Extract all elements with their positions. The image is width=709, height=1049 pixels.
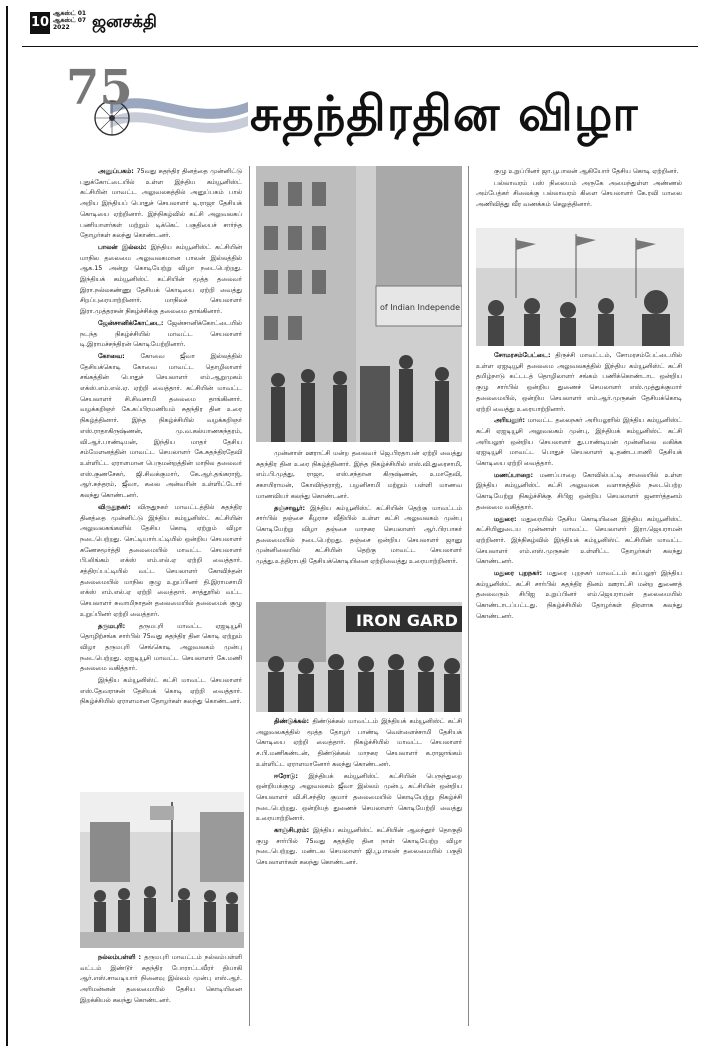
- article-dateline: ஈரோடு:: [274, 771, 309, 780]
- article-dateline: தருமபுரி:: [98, 621, 139, 630]
- article-dateline: சோமரசம்பேட்டை:: [494, 351, 556, 359]
- article-column-middle: [256, 448, 462, 596]
- headline: சுதந்திரதின விழா: [250, 86, 639, 142]
- photo-statue-tribute: [476, 228, 684, 346]
- article-text: மதுரை புறநகர் மாவட்டம் கப்பலூர் இந்திய கம்யூனிஸ்ட் கட்சி சார்பில் சுதந்திர தினம் ஊராட்சி மன்ற துணைத் தலைவரும் சிபிஐ உறுப்பினர் எம்.ஜெயராமன் தலைமையில் கொண்டாடப்பட்டது. நிகழ்ச்சியில் தோழர்கள் திரளாக கலந்து கொண்டனர்.: [476, 569, 682, 620]
- article-text: கோவை ஜீவா இல்லத்தில் தேசியக்கொடி கோவை மாவட்ட தொழிலாளர் சங்கத்தின் பொதுச் செயலாளர் எம்.ஆறுமுகம் எக்ஸ்.எம்.எல்.ஏ. ஏற்றி வைத்தார். கட்சியின் மாவட்ட செயலாளர் சி.சிவசாமி தலைமை தாங்கினார். வழக்கறிஞர் கே.சுப்பிரமணியம் சுதந்திர தின உரை நிகழ்த்தினார். இந்த நிகழ்ச்சியில் வழக்கறிஞர் எஸ்.ராதாகிருஷ்ணன், மு.வ.கல்யாணசுந்தரம், வி.ஆர்.பாண்டியன், இந்திய மாதர் தேசிய சம்மேளனத்தின் மாவட்ட செயலாளர் கே.சுதந்திரதேவி உள்ளிட்ட ஏராளமான பெருமன்றத்தின் மாநில தலைவர் எஸ்.குணசேகர், ஜி.சிவக்குமார், கே.ஆர்.தங்கராஜ், ஆர்.சுந்தரம், ஜீவா, கலை அன்வரின் உள்ளிட்டோர் கலந்து கொண்டனர்.: [80, 351, 242, 500]
- article-text: 75வது சுதந்திர தினத்தை முன்னிட்டு புதுக்கோட்டையில் உள்ள இந்திய கம்யூனிஸ்ட் கட்சியின் மாவட்ட அலுவலகத்தில் அனுப்பகம் பால் அறிய இந்தியப் பொதுச் செயலாளர் டி.ராஜா தேசியக் கொடியை ஏற்றினார். இந்நிகழ்வில் கட்சி அலுவலகப் பணியாளர்கள் மற்றும் டிக்கெட் பகுதியைச் சார்ந்த தோழர்கள் கலந்து கொண்டனர்.: [80, 167, 242, 240]
- article-text: மாவட்ட தலைநகர் அரியலூரில் இந்திய கம்யூனிஸ்ட் கட்சி ஏஐடியூசி அலுவலகம் முன்பு, இந்தியக் கம்யூனிஸ்ட் கட்சி அரியலூர் ஒன்றிய செயலாளர் து.பாண்டியன் முன்னிலை வகிக்க ஏஐடியூசி மாவட்ட பொதுச் செயலாளர் டி.தண்டபாணி தேசியக் கொடியை ஏற்றி வைத்தார்.: [476, 416, 682, 468]
- issue-date-end: ஆகஸ்ட் 07: [53, 17, 87, 24]
- banner-number: 75: [66, 60, 133, 116]
- article-text: குழு உறுப்பினர் ஜா.பூபாலன் ஆகியோர் தேசிய கொடி ஏற்றினர்.: [494, 167, 679, 175]
- article-paragraph: [80, 621, 242, 675]
- article-text: மதுரையில் தேசிய கொடியினை இந்திய கம்யூனிஸ்ட் கட்சியினுடைய முன்னாள் மாவட்ட செயலாளர் இரா.ஜெயராமன் ஏற்றினார். இந்நிகழ்வில் இந்தியக் கம்யூனிஸ்ட் கட்சியின் மாவட்ட செயலாளர் எம்.எஸ்.முருகன் உள்ளிட்ட தோழர்கள் கலந்து கொண்டனர்.: [476, 514, 682, 566]
- article-text: தருமபுரி மாவட்டம் நல்லம்பள்ளி வட்டம் இண்டூர் சுதந்திர போராட்டவீரர் தியாகி ஆர்.எஸ்.சாவடியார் நினைவு இல்லம் முன்பு எஸ்.ஆர். அரிமன்னன் தலைமையில் தேசிய கொடியினை இறக்கியல் கலந்து கொண்டனர்.: [80, 953, 242, 1004]
- page-left-rule: [6, 6, 8, 1046]
- article-paragraph: [476, 470, 682, 513]
- article-text: இந்தியக் கம்யூனிஸ்ட் கட்சியின் பெருந்துறை ஒன்றியக்குழு அலுவலகம் ஜீவா இல்லம் முன்பு, கட்சியின் ஒன்றிய செயலாளர் வி.சி.சந்திர குமார் தலைமையில் கொடியேற்று நிகழ்ச்சி நடைபெற்றது. ஒன்றியத் துணைச் செயலாளர் கொடியேற்றி வைத்து உரையாற்றினார்.: [256, 771, 462, 823]
- article-dateline: பாலன் இல்லம்:: [98, 242, 151, 251]
- article-paragraph: [476, 568, 682, 622]
- issue-date-start: ஆகஸ்ட் 01: [53, 10, 87, 17]
- article-paragraph: [256, 716, 462, 770]
- article-text: இந்திய கம்யூனிஸ்ட் கட்சியின் மாநில தலைமை அலுவலகமான பாலன் இல்லத்தில் ஆக.15 அன்று கொடியேற்று விழா நடைபெற்றது. இந்தியக் கம்யூனிஸ்ட் கட்சியின் மூத்த தலைவர் இரா.நல்லகண்ணு தேசியக் கொடியை ஏற்றி வைத்து சிறப்புரையாற்றினார். மாநிலச் செயலாளர் இரா.முத்தரசன் நிகழ்ச்சிக்கு தலைமை தாங்கினார்.: [80, 242, 242, 316]
- article-paragraph: [80, 166, 242, 241]
- column-divider: [468, 166, 469, 1026]
- article-text: ஜேன்சானிக்கோட்டையில் நடந்த நிகழ்ச்சியில் மாவட்ட செயலாளர் டி.இராமச்சந்திரன் கொடியேற்றினார்.: [80, 318, 242, 349]
- article-paragraph: [256, 771, 462, 825]
- article-text: விருதுநகர் மாவட்டத்தில் சுதந்திர தினத்தை முன்னிட்டு இந்திய கம்யூனிஸ்ட் கட்சியின் அலுவலகங்களில் தேசிய கொடி ஏற்றும் விழா நடைபெற்றது. செட்டியார்பட்டியில் ஒன்றிய செயலாளர் கணேசமூர்த்தி தலைமையில் மாவட்ட செயலாளர் பி.லிங்கம் எக்ஸ் எம்.எல்.ஏ ஏற்றி வைத்தார். சத்திரப்பட்டியில் வட்ட செயலாளர் கோவிந்தன் தலைமையில் மாநில குழு உறுப்பினர் தி.இராமசாமி எக்ஸ் எம்.எல்.ஏ ஏற்றி வைத்தார். சாத்தூரில் வட்ட செயலாளர் சுவாமிநாதன் தலைமையில் தலைமைக் குழு உறுப்பினர் ஏற்றி வைத்தார்.: [80, 502, 242, 618]
- article-paragraph: [80, 242, 242, 317]
- article-dateline: மணப்பாறை:: [494, 470, 540, 479]
- article-paragraph: [256, 448, 462, 502]
- article-paragraph: [476, 166, 682, 177]
- article-dateline: கோவை:: [98, 351, 141, 360]
- independence-banner: [66, 60, 250, 156]
- photo-building-ceremony: [256, 166, 462, 442]
- issue-year: 2022: [53, 24, 70, 31]
- article-dateline: ஜேன்சானிக்கோட்டை:: [98, 318, 168, 327]
- article-text: முன்னாள் ஊராட்சி மன்ற தலைவர் ஜெ.பிரதாபன் ஏற்றி வைத்து சுதந்திர தின உரை நிகழ்த்தினார். இந்த நிகழ்ச்சியில் எஸ்.வி.துரைசாமி, எம்.பி.முத்து, ராஜா, எஸ்.சந்தான கிருஷ்ணன், உமாதேவி, சகாயிராமன், கோவிந்தராஜ், பழனிசாமி மற்றும் பள்ளி மாணவ மாணவியர் கலந்து கொண்டனர்.: [256, 449, 462, 500]
- building-banner-text: of Indian Independe: [380, 303, 460, 312]
- page-header: [22, 6, 698, 46]
- article-dateline: அரியலூர்:: [494, 416, 528, 425]
- article-paragraph: [80, 952, 242, 1006]
- header-rule: [22, 46, 698, 47]
- article-dateline: காஞ்சிபுரம்:: [274, 826, 313, 835]
- page-number: 10: [30, 12, 50, 34]
- photo-shop-front-group: [256, 602, 462, 712]
- article-text: மணப்பாறை கோவில்பட்டி சாலையில் உள்ள இந்திய கம்யூனிஸ்ட் கட்சி அலுவலக வளாகத்தில் நடைபெற்ற கொடியேற்று நிகழ்ச்சிக்கு சிபிஐ ஒன்றிய செயலாளர் ஜனார்த்தனம் தலைமை வகித்தார்.: [476, 470, 682, 511]
- article-paragraph: [476, 514, 682, 568]
- issue-date: [53, 10, 89, 31]
- shop-sign-text: IRON GARD: [356, 611, 458, 630]
- article-dateline: திண்டுக்கல்:: [274, 717, 313, 725]
- article-dateline: அனுப்பகம்:: [98, 167, 137, 175]
- article-text: இந்திய கம்யூனிஸ்ட் கட்சியின் தெற்கு மாவட்டம் சார்பில் தஞ்சை கீழராச வீதியில் உள்ள கட்சி அலுவலகம் முன்பு கொடியேற்று விழா தஞ்சை மாநகர செயலாளர் ஆர்.பிரபாகர் தலைமையில் நடைபெற்றது. தஞ்சை ஒன்றிய செயலாளர் ஜானு முன்னிலையில் கட்சியின் தெற்கு மாவட்ட செயலாளர் முத்து.உத்திராபதி தேசியக்கொடியினை ஏற்றிவைத்து உரையாற்றினார்.: [256, 503, 462, 566]
- article-text: இந்திய கம்யூனிஸ்ட் கட்சி மாவட்ட செயலாளர் எஸ்.தேவராசன் தேசியக் கொடி ஏற்றி வைத்தார். நிகழ்ச்சியில் ஏராளமான தோழர்கள் கலந்து கொண்டனர்.: [80, 676, 242, 706]
- article-column-right: [476, 166, 682, 226]
- article-column-middle-bottom: [256, 716, 462, 1022]
- photo-flag-hoisting: [80, 792, 244, 948]
- article-paragraph: [256, 503, 462, 567]
- article-column-left: [80, 166, 242, 788]
- article-text: திண்டுக்கல் மாவட்டம் இந்தியக் கம்யூனிஸ்ட் கட்சி அலுவலகத்தில் மூத்த தோழர் பாண்டி வெள்ளைச்சாமி தேசியக் கொடியை ஏற்றி வைத்தார். நிகழ்ச்சியில் மாவட்ட செயலாளர் ச.பி.மணிகண்டன், திண்டுக்கல் மாநகர செயலாளர் க.ராஜாங்கம் உள்ளிட்ட ஏராளமானோர் கலந்து கொண்டனர்.: [256, 717, 462, 768]
- article-dateline: தஞ்சாவூர்:: [274, 503, 311, 512]
- article-paragraph: [256, 825, 462, 868]
- article-column-left-bottom: [80, 952, 242, 1022]
- article-paragraph: [80, 318, 242, 350]
- article-dateline: விருதுநகர்:: [98, 502, 138, 511]
- article-text: இந்திய கம்யூனிஸ்ட் கட்சியின் ஆலந்தூர் தொகுதி குழு சார்பில் 75வது சுதந்திர தின நாள் கொடியேற்ற விழா நடைபெற்றது. மண்டல செயலாளர் ஜி.பூபாலன் தலைமையில் பகுதி செயலாளர்கள் கலந்து கொண்டனர்.: [256, 826, 462, 867]
- article-text: திருச்சி மாவட்டம், சோமரசம்பேட்டையில் உள்ள ஏஐடியூசி தலைமை அலுவலகத்தில் இந்திய கம்யூனிஸ்ட் கட்சி தமிழ்நாடு கட்டடத் தொழிலாளர் சங்கம் பணிக்கொண்டாட ஒன்றிய குழு சார்பில் ஒன்றிய துணைச் செயலாளர் எஸ்.முத்துக்குமார் தலைமையில், ஒன்றிய செயலாளர் எம்.ஆர்.முருகன் தேசியக்கொடி ஏற்றி வைத்து உரையாற்றினார்.: [476, 351, 682, 413]
- article-dateline: மதுரை:: [494, 514, 522, 523]
- article-paragraph: [476, 178, 682, 210]
- column-divider: [249, 166, 250, 1026]
- newspaper-name: ஜனசக்தி: [92, 12, 157, 32]
- article-dateline: நல்லம்பள்ளி :: [98, 953, 145, 961]
- article-paragraph: [80, 502, 242, 620]
- article-paragraph: [80, 351, 242, 501]
- article-text: பல்லாவரம் பஸ் நிலையம் அருகே அமைந்துள்ள அண்ணல் அம்பேத்கர் சிலைக்கு பல்லாவரம் கிளை செயலாளர் கே.ரவி மாலை அணிவித்து வீர வணக்கம் செலுத்தினார்.: [476, 178, 682, 209]
- article-text: தருமபுரி மாவட்ட ஏஐடியூசி தொழிற்சங்க சார்பில் 75வது சுதந்திர தின கொடி ஏற்றும் விழா தருமபுரி செங்கொடி அலுவலகம் முன்பு நடைபெற்றது. ஏஐடியூசி மாவட்ட செயலாளர் கே.மணி தலைமை வகித்தார்.: [80, 621, 242, 673]
- article-paragraph: [476, 415, 682, 469]
- article-column-right-bottom: [476, 350, 682, 1022]
- article-dateline: மதுரை புறநகர்:: [494, 569, 547, 578]
- article-paragraph: [476, 350, 682, 414]
- article-paragraph: [80, 675, 242, 707]
